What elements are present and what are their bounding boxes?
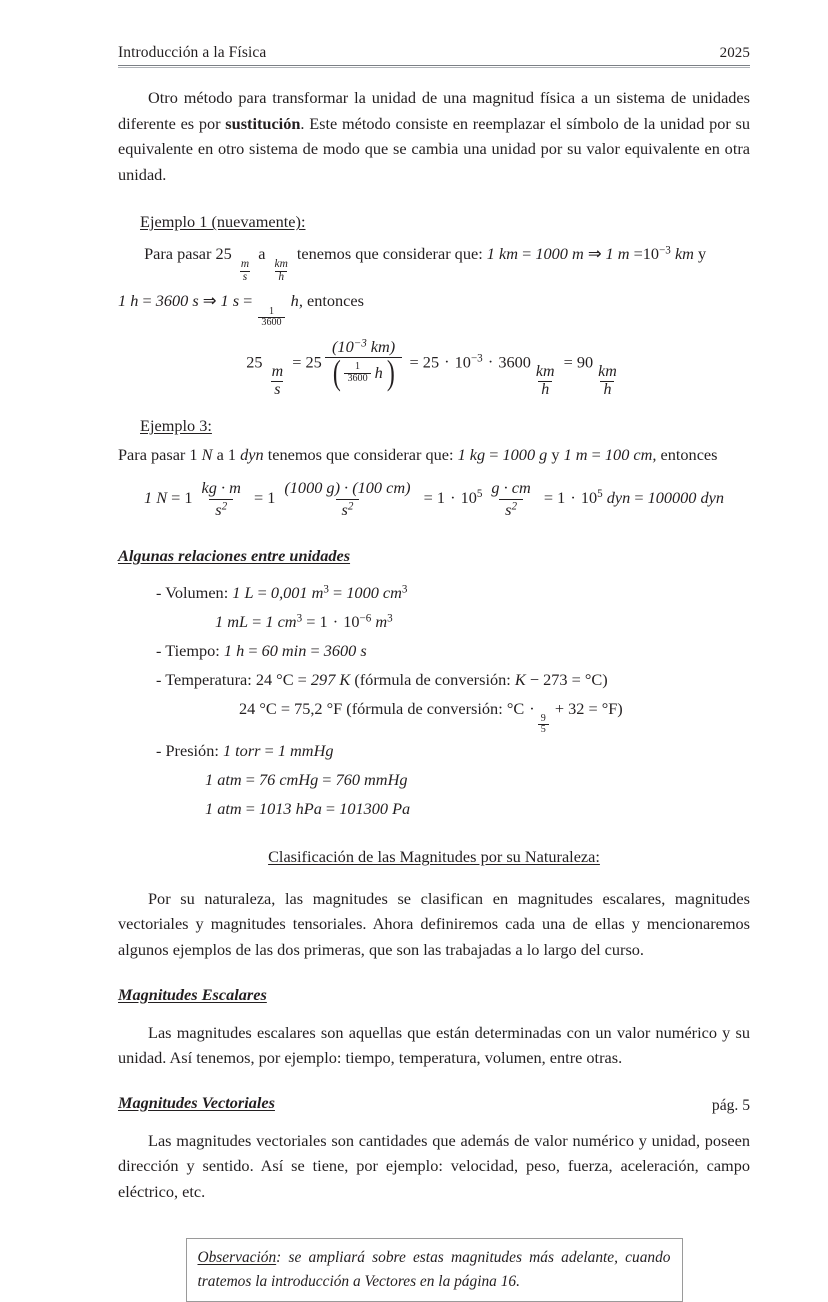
e3-eq-e: 1 (557, 488, 566, 508)
e3-l1-N: N (201, 445, 213, 465)
e1-l2-tail: entonces (306, 291, 364, 311)
vol-l2-eq2: = (306, 611, 316, 631)
vol-l1-eq2: = (333, 582, 343, 602)
e3-l1-eq1: = (489, 445, 499, 465)
rel-row-temperatura-1 (156, 665, 750, 694)
tmp-l1-K: K (514, 669, 526, 689)
e1-frac-kmh: $\frac{km}{h}$ (274, 258, 288, 284)
observacion-box (186, 1238, 683, 1302)
tmp-l2-b: 75,2 °F (294, 698, 343, 718)
tie-eq2: = (310, 640, 320, 660)
pre-l3-eq1: = (245, 798, 255, 818)
tmp-l1-b: 297 K (310, 669, 351, 689)
vol-l2-e-sup: 3 (387, 611, 393, 624)
e3-eq-edyn: dyn (606, 488, 631, 508)
e3-eq-f: 100000 dyn (647, 488, 725, 508)
e1-eq-eq1: = (292, 351, 302, 371)
e1-l1-kmu: km (674, 244, 694, 264)
e3-eq-eq3: = (423, 488, 433, 508)
e1-frac-1-3600: $\frac{1}{3600}$ (258, 307, 284, 329)
pre-l3-eq2: = (325, 798, 336, 818)
e3-l1-dyn: dyn (240, 445, 264, 465)
e3-eq-d: 1 (436, 488, 446, 508)
page-footer: pág. 5 (711, 1097, 750, 1114)
e1-frac-ms: $\frac{m}{s}$ (240, 258, 250, 284)
tmp-l1-a: 24 °C (255, 669, 294, 689)
tmp-l1-paren: (fórmula de conversión: (354, 669, 511, 689)
e1-l1-exp-sup: −3 (659, 244, 671, 257)
rel-label-tiempo: - Tiempo: (156, 640, 220, 660)
escalares-paragraph: Las magnitudes escalares son aquellas que están determinadas con un valor numérico y su unidad. Así tenemos, por ejemplo: tiempo, temperatura, volumen, entre otras. (118, 1022, 750, 1068)
vol-l2-b: 1 cm (265, 611, 297, 631)
page-header (118, 44, 750, 66)
e3-eq-frac-kgm-s2: $\frac{kg \cdot m}{s^2}$ (201, 478, 241, 519)
e1-eq-d90: 90 (576, 351, 594, 371)
vol-l1-b-sup: 3 (323, 582, 329, 595)
vol-l2-b-sup: 3 (296, 611, 303, 624)
vol-l2-eq1: = (252, 611, 262, 631)
rel-row-presion-2 (205, 765, 750, 794)
e1-l2-eq1: = (142, 291, 152, 311)
clasificacion-paragraph: Por su naturaleza, las magnitudes se clasifican en magnitudes escalares, magnitudes vectoriales y magnitudes tensoriales. Ahora definiremos cada una de ellas y mencionaremos algunos ejemplos de las dos primeras, que son las trabajadas a lo largo del curso. (118, 888, 750, 960)
e1-l1-eq1: = (522, 244, 532, 264)
intro-part1: Otro método para transformar la unidad de una magnitud física a un sistema de unidades diferente es por (118, 88, 750, 133)
e1-l1-km1: 1 km (486, 244, 518, 264)
ejemplo3-heading: Ejemplo 3: (140, 416, 212, 436)
vol-l2-d-sup: −6 (359, 611, 372, 624)
vectoriales-heading: Magnitudes Vectoriales (118, 1092, 275, 1112)
escalares-heading: Magnitudes Escalares (118, 984, 267, 1004)
tie-a: 1 h (223, 640, 245, 660)
e1-l1-a: a (258, 244, 266, 264)
header-year: 2025 (719, 45, 750, 61)
tmp-l2-a: 24 °C (239, 698, 277, 718)
tmp-l1-C: °C) (584, 669, 608, 689)
e3-eq-dexp: 10 (460, 488, 477, 508)
e1-l1-m1: 1 m (605, 244, 630, 264)
vol-l2-a: 1 mL (215, 611, 249, 631)
e3-eq-eq5: = (634, 488, 644, 508)
pre-l1-b: 1 mmHg (277, 740, 334, 760)
e1-l2-arrow: ⇒ (202, 291, 217, 311)
vol-l1-c: 1000 cm (346, 582, 402, 602)
e3-l1-kg1: 1 kg (457, 445, 486, 465)
e3-eq-dexp-sup: 5 (476, 488, 483, 501)
clasificacion-heading: Clasificación de las Magnitudes por su Naturaleza: (268, 846, 600, 866)
rel-row-tiempo (156, 636, 750, 665)
e3-eq-eexp-sup: 5 (597, 488, 603, 501)
e1-l1-y: y (698, 244, 707, 264)
intro-bold-term: sustitución (225, 113, 301, 133)
e3-l1-m1: 1 m (563, 445, 588, 465)
intro-part2: . Este método consiste en reemplazar el símbolo de la unidad por su equivalente en otro sistema de modo que se cambia una unidad por su valor equivalente en otra unidad. (118, 113, 751, 184)
rel-label-presion: - Presión: (156, 740, 219, 760)
e3-eq-a: 1 N (143, 488, 168, 508)
e1-l1-arrow: ⇒ (587, 244, 602, 264)
e1-eq-frac-ms: $\frac{m}{s}$ (271, 362, 284, 398)
tie-b: 60 min (261, 640, 307, 660)
e1-l1-t1: Para pasar (144, 244, 212, 264)
vol-l1-c-sup: 3 (401, 582, 408, 595)
pre-l2-a: 1 atm (205, 769, 242, 789)
e1-eq-cexp: 10 (454, 351, 471, 371)
rel-row-volumen-2 (215, 607, 750, 636)
vol-l1-eq1: = (257, 582, 267, 602)
ejemplo1-equation (118, 338, 750, 399)
e1-l2-s3600: 3600 s (155, 291, 199, 311)
tmp-l2-dot: · (529, 698, 535, 718)
tmp-l2-plus: + 32 (554, 698, 585, 718)
tmp-l1-minus: − 273 (529, 669, 568, 689)
e1-l1-eq2: = (633, 244, 643, 264)
e1-l2-eq2: = (243, 291, 253, 311)
vol-l2-d: 10 (343, 611, 360, 631)
e3-eq-frac-gcm-s2: $\frac{g \cdot cm}{s^2}$ (491, 478, 531, 519)
vectoriales-paragraph: Las magnitudes vectoriales son cantidades que además de valor numérico y unidad, poseen dirección y sentido. Así se tiene, por ejemplo: velocidad, peso, fuerza, aceleración, campo eléctrico, etc. (118, 1130, 750, 1201)
rel-row-temperatura-2 (239, 694, 750, 736)
pre-l2-eq1: = (245, 769, 255, 789)
e3-l1-t2: a 1 (216, 445, 237, 465)
e1-eq-frac-kmh: $\frac{km}{h}$ (535, 362, 555, 398)
e1-eq-a25: 25 (246, 351, 263, 371)
e1-l1-n25: 25 (215, 244, 232, 264)
tmp-l2-C: °C (506, 698, 525, 718)
e1-eq-cdot1: · (444, 351, 450, 371)
rel-label-temperatura: - Temperatura: (156, 669, 252, 689)
tmp-l2-eq2: = (588, 698, 598, 718)
pre-l2-b: 76 cmHg (258, 769, 319, 789)
tmp-l2-eq1: = (280, 698, 290, 718)
tie-eq1: = (248, 640, 258, 660)
e3-l1-cm100: 100 cm, (604, 445, 657, 465)
pre-l3-c: 101300 Pa (339, 798, 411, 818)
pre-l2-eq2: = (322, 769, 332, 789)
tmp-l2-paren: (fórmula de conversión: (346, 698, 503, 718)
tmp-l2-F: °F) (601, 698, 623, 718)
vol-l2-c: 1 (319, 611, 328, 631)
e1-eq-cexp-sup: −3 (470, 352, 483, 365)
e3-l1-eq2: = (591, 445, 601, 465)
ejemplo1-heading: Ejemplo 1 (nuevamente): (140, 212, 306, 232)
pre-l1-a: 1 torr (222, 740, 261, 760)
vol-l2-dot: · (332, 611, 339, 631)
e3-eq-eq4: = (543, 488, 554, 508)
e1-eq-b25: 25 (305, 351, 322, 371)
vol-l1-b: 0,001 m (270, 582, 324, 602)
e3-eq-eexp: 10 (580, 488, 598, 508)
e1-l1-m1000: 1000 m (535, 244, 584, 264)
e1-eq-bigfrac: ($10^{-3}$ km) ( $\frac{1}{3600}$ h ) (325, 338, 403, 389)
e1-eq-eq2: = (409, 351, 419, 371)
e3-l1-t3: tenemos que considerar que: (267, 445, 454, 465)
tie-c: 3600 s (323, 640, 367, 660)
e1-eq-eq3: = (563, 351, 573, 371)
pre-l2-c: 760 mmHg (335, 769, 408, 789)
intro-paragraph (118, 85, 750, 187)
observacion-text: : se ampliará sobre estas magnitudes más adelante, cuando tratemos la introducción a Vectores en la página 16. (197, 1249, 671, 1290)
tmp-l1-eq1: = (297, 669, 307, 689)
e3-eq-eq2: = (253, 488, 264, 508)
rel-label-volumen: - Volumen: (156, 582, 229, 602)
e3-eq-eq1: = (171, 488, 181, 508)
vol-l1-a: 1 L (232, 582, 254, 602)
page-content (118, 44, 750, 1302)
e3-l1-tail: entonces (660, 445, 718, 465)
pre-l3-a: 1 atm (205, 798, 242, 818)
e1-l2-h: h, (290, 291, 303, 311)
e1-l2-h1: 1 h (118, 291, 139, 311)
e3-l1-t1: Para pasar 1 (118, 445, 198, 465)
e1-eq-c3600: 3600 (498, 351, 531, 371)
rel-row-presion-3 (205, 794, 750, 823)
observacion-lead: Observación (197, 1249, 277, 1267)
ejemplo3-equation (118, 479, 750, 519)
header-title: Introducción a la Física (118, 44, 267, 61)
pre-l3-b: 1013 hPa (258, 798, 322, 818)
e1-eq-cdot2: · (487, 351, 494, 371)
observacion-box-wrapper (118, 1238, 750, 1302)
e3-eq-c1: 1 (267, 488, 276, 508)
e3-eq-frac-big: $\frac{(1000 g) \cdot (100 cm)}{s^2}$ (284, 478, 411, 519)
e3-l1-y: y (551, 445, 560, 465)
vol-l2-e: m (375, 611, 388, 631)
e1-eq-c: 25 (422, 351, 440, 371)
e3-eq-ddot: · (450, 488, 456, 508)
relaciones-heading: Algunas relaciones entre unidades (118, 545, 351, 565)
rel-row-volumen-1 (156, 578, 750, 607)
relaciones-list (156, 578, 750, 823)
e1-l1-exp: 10 (642, 244, 660, 264)
pre-l1-eq: = (264, 740, 274, 760)
e3-l1-g1000: 1000 g (502, 445, 548, 465)
tmp-l1-eq2: = (571, 669, 581, 689)
e3-eq-b1: 1 (184, 488, 193, 508)
e3-eq-edot: · (570, 488, 576, 508)
tmp-frac-9-5: $\frac{9}{5}$ (538, 714, 549, 736)
e1-l1-t2: tenemos que considerar que: (296, 244, 483, 264)
e1-eq-frac-kmh2: $\frac{km}{h}$ (598, 362, 617, 398)
rel-row-presion-1 (156, 736, 750, 765)
e1-l2-s1: 1 s (220, 291, 240, 311)
